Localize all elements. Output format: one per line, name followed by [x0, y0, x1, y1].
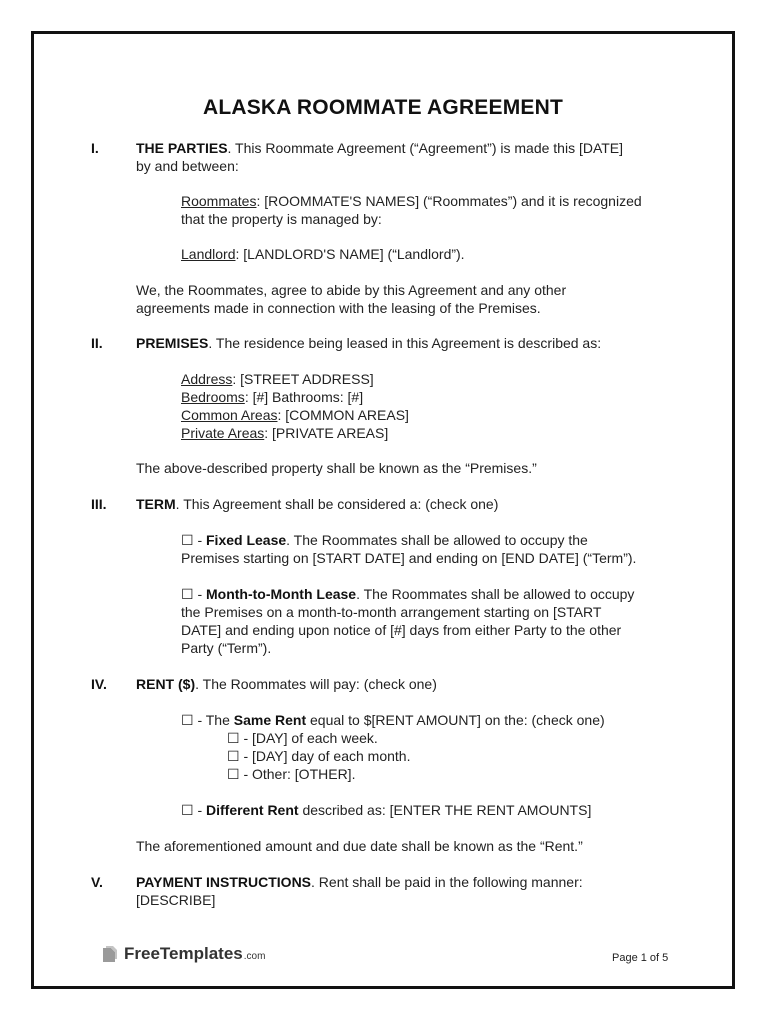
- section-parties-line2: by and between:: [136, 158, 239, 174]
- private-areas-line: [181, 424, 388, 442]
- fixed-lease-line1: [181, 531, 588, 549]
- field-text: : [#] Bathrooms: [#]: [244, 389, 364, 405]
- field-label: Bedrooms: [181, 389, 245, 405]
- section-number: V.: [91, 874, 103, 890]
- section-heading: THE PARTIES: [136, 140, 228, 156]
- option-text: described as: [ENTER THE RENT AMOUNTS]: [298, 802, 592, 818]
- field-label: Private Areas: [181, 425, 265, 441]
- section-payment-line2: [DESCRIBE]: [136, 892, 216, 908]
- document-page: [31, 31, 735, 989]
- field-label: Common Areas: [181, 407, 278, 423]
- logo-text: FreeTemplates: [124, 944, 243, 963]
- section-text: . This Agreement shall be considered a: (check one): [175, 496, 499, 512]
- fixed-lease-line2: Premises starting on [START DATE] and ending on [END DATE] (“Term”).: [181, 550, 637, 566]
- section-number: I.: [91, 140, 99, 156]
- document-icon: [100, 944, 120, 964]
- page-number: Page 1 of 5: [612, 952, 669, 964]
- rent-para: The aforementioned amount and due date shall be known as the “Rent.”: [136, 838, 583, 854]
- field-label: Landlord: [181, 246, 236, 262]
- option-text: equal to $[RENT AMOUNT] on the: (check one): [306, 712, 605, 728]
- option-text: . The Roommates shall be allowed to occupy the: [286, 532, 588, 548]
- same-rent-line: [181, 711, 605, 729]
- section-text: . The Roommates will pay: (check one): [195, 676, 437, 692]
- section-heading: RENT ($): [136, 676, 196, 692]
- mtm-lease-line4: Party (“Term”).: [181, 640, 272, 656]
- field-text: : [ROOMMATE'S NAMES] (“Roommates”) and it is recognized: [256, 193, 642, 209]
- premises-para: The above-described property shall be known as the “Premises.”: [136, 460, 537, 476]
- option-label: Month-to-Month Lease: [206, 586, 357, 602]
- section-premises-line: [136, 334, 601, 352]
- field-text: : [STREET ADDRESS]: [232, 371, 374, 387]
- section-rent-line: [136, 675, 437, 693]
- option-label: Different Rent: [206, 802, 299, 818]
- parties-para-line2: agreements made in connection with the leasing of the Premises.: [136, 300, 541, 316]
- rent-suboption-week[interactable]: ☐ - [DAY] of each week.: [227, 730, 378, 746]
- address-line: [181, 370, 374, 388]
- option-label: Same Rent: [233, 712, 307, 728]
- section-parties-line1: [136, 139, 623, 157]
- roommates-line1: [181, 192, 642, 210]
- section-heading: PAYMENT INSTRUCTIONS: [136, 874, 312, 890]
- field-label: Roommates: [181, 193, 257, 209]
- rent-suboption-month[interactable]: ☐ - [DAY] day of each month.: [227, 748, 411, 764]
- freetemplates-logo: [100, 944, 265, 964]
- field-text: : [LANDLORD'S NAME] (“Landlord”).: [235, 246, 465, 262]
- checkbox-option[interactable]: ☐ -: [181, 802, 206, 818]
- section-term-line: [136, 495, 498, 513]
- checkbox-option[interactable]: ☐ -: [181, 586, 206, 602]
- section-text: . Rent shall be paid in the following manner:: [311, 874, 583, 890]
- section-number: III.: [91, 496, 107, 512]
- section-heading: PREMISES: [136, 335, 209, 351]
- section-text: . This Roommate Agreement (“Agreement”) is made this [DATE]: [227, 140, 624, 156]
- option-text: . The Roommates shall be allowed to occupy: [356, 586, 635, 602]
- landlord-line: [181, 245, 465, 263]
- parties-para-line1: We, the Roommates, agree to abide by this Agreement and any other: [136, 282, 567, 298]
- checkbox-option[interactable]: ☐ - The: [181, 712, 234, 728]
- field-text: : [COMMON AREAS]: [277, 407, 409, 423]
- section-heading: TERM: [136, 496, 176, 512]
- mtm-lease-line3: DATE] and ending upon notice of [#] days from either Party to the other: [181, 622, 622, 638]
- roommates-line2: that the property is managed by:: [181, 211, 382, 227]
- section-number: IV.: [91, 676, 107, 692]
- mtm-lease-line2: the Premises on a month-to-month arrangement starting on [START: [181, 604, 602, 620]
- different-rent-line: [181, 801, 591, 819]
- mtm-lease-line1: [181, 585, 634, 603]
- section-text: . The residence being leased in this Agreement is described as:: [208, 335, 602, 351]
- common-areas-line: [181, 406, 409, 424]
- bedrooms-line: [181, 388, 363, 406]
- rent-suboption-other[interactable]: ☐ - Other: [OTHER].: [227, 766, 356, 782]
- field-text: : [PRIVATE AREAS]: [264, 425, 389, 441]
- field-label: Address: [181, 371, 233, 387]
- logo-suffix: .com: [243, 950, 266, 962]
- section-number: II.: [91, 335, 103, 351]
- option-label: Fixed Lease: [206, 532, 287, 548]
- checkbox-option[interactable]: ☐ -: [181, 532, 206, 548]
- document-title: ALASKA ROOMMATE AGREEMENT: [202, 96, 564, 119]
- section-payment-line1: [136, 873, 583, 891]
